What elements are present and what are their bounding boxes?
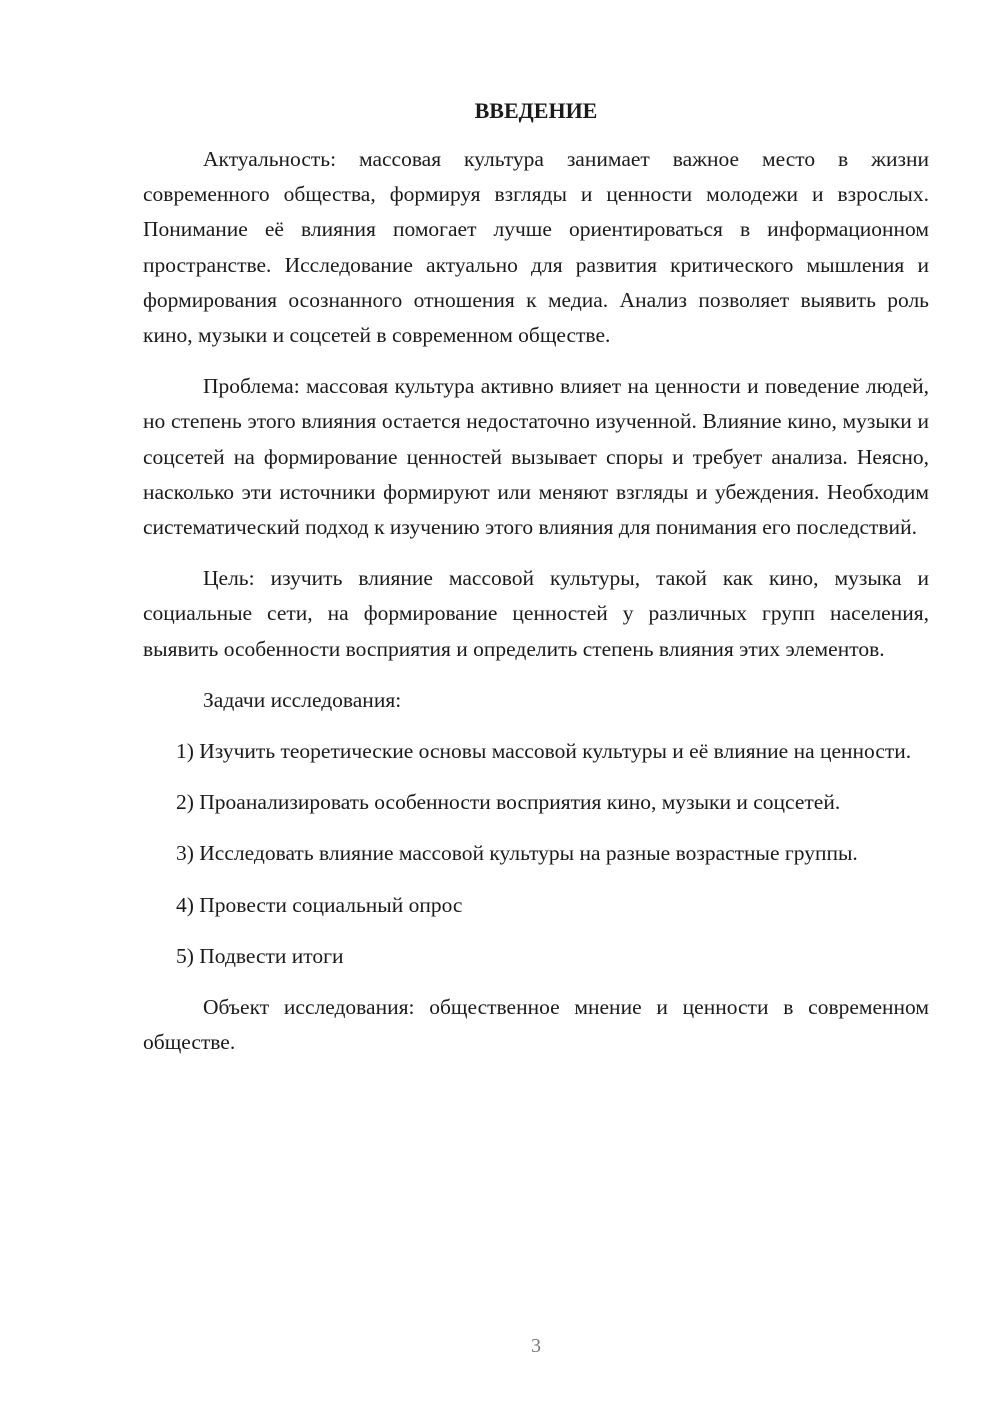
page-title: ВВЕДЕНИЕ <box>474 98 598 123</box>
page-number: 3 <box>531 1335 541 1357</box>
object-paragraph: Объект исследования: общественное мнение и ценности в современном обществе. <box>143 995 929 1055</box>
problem-paragraph: Проблема: массовая культура активно влияет на ценности и поведение людей, но степень этого влияния остается недостаточно изученной. Влияние кино, музыки и соцсетей на формирование ценностей вызывает споры и требует анализа. Неясно, насколько эти источники формируют или меняют взгляды и убеждения. Необходим систематический подход к изучению этого влияния для понимания его последствий. <box>143 374 929 540</box>
task-item: 2) Проанализировать особенности восприятия кино, музыки и соцсетей. <box>176 790 841 815</box>
goal-paragraph: Цель: изучить влияние массовой культуры, такой как кино, музыка и социальные сети, на формирование ценностей у различных групп населения, выявить особенности восприятия и определить степень влияния этих элементов. <box>143 566 929 661</box>
task-item: 5) Подвести итоги <box>176 943 344 968</box>
task-item: 1) Изучить теоретические основы массовой культуры и её влияние на ценности. <box>176 739 912 764</box>
relevance-paragraph: Актуальность: массовая культура занимает важное место в жизни современного общества, формируя взгляды и ценности молодежи и взрослых. Понимание её влияния помогает лучше ориентироваться в информационном пространстве. Исследование актуально для развития критического мышления и формирования осознанного отношения к медиа. Анализ позволяет выявить роль кино, музыки и соцсетей в современном обществе. <box>143 147 929 348</box>
task-item: 4) Провести социальный опрос <box>176 892 463 917</box>
tasks-heading: Задачи исследования: <box>203 687 402 712</box>
page-content <box>143 142 929 1076</box>
task-item: 3) Исследовать влияние массовой культуры на разные возрастные группы. <box>176 841 858 866</box>
